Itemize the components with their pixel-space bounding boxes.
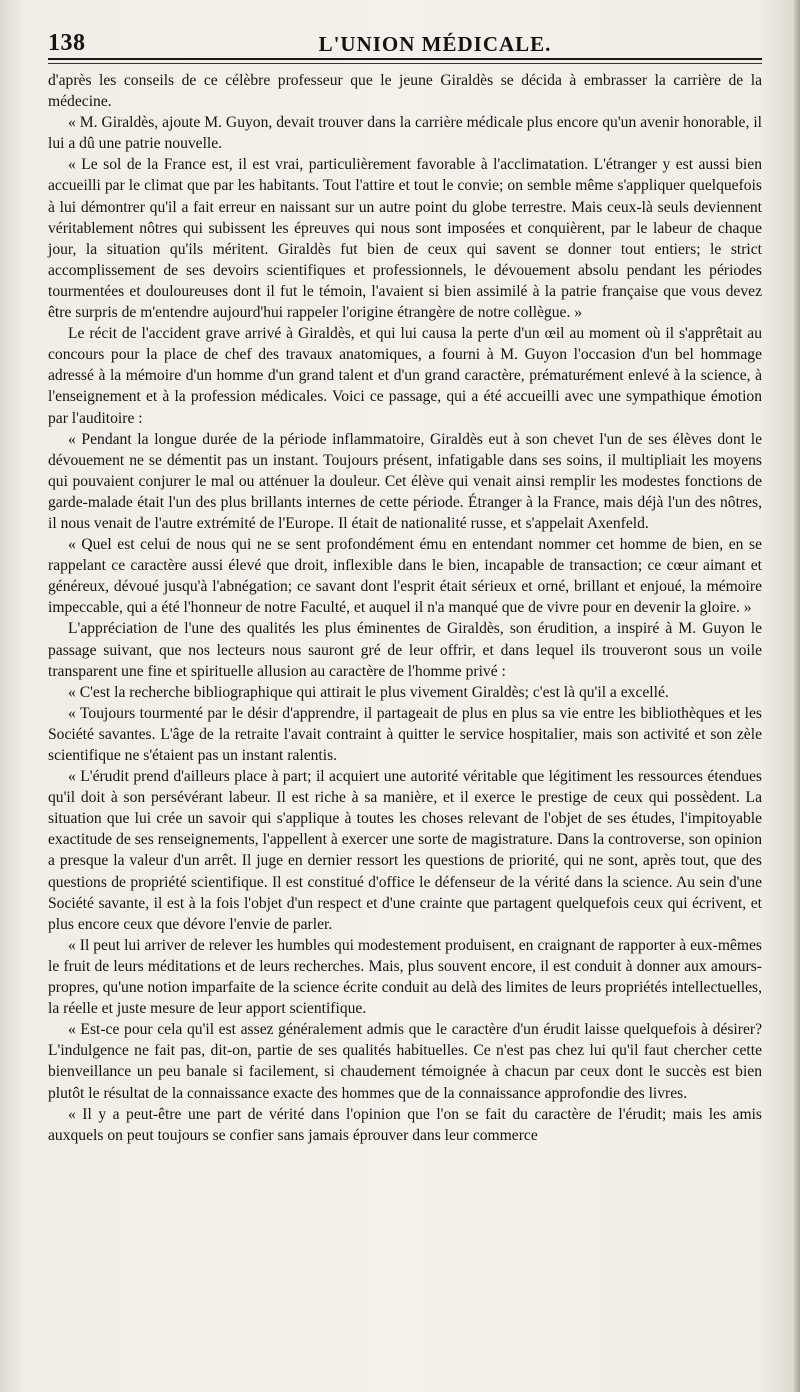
paragraph: « C'est la recherche bibliographique qui attirait le plus vivement Giraldès; c'est là qu'il a excellé. — [68, 683, 669, 701]
page-number: 138 — [48, 30, 86, 56]
paragraph: « Le sol de la France est, il est vrai, particulièrement favorable à l'acclimatation. L'étranger y est aussi bien accueilli par le climat que par les habitants. Tout l'attire et tout le convie; on semble même s'appliquer quelquefois à lui démontrer qu'il a fait erreur en naissant sur un autre point du globe terrestre. Mais ceux-là seuls deviennent véritablement nôtres qui subissent les épreuves qui nous sont imposées et conquièrent, par le labeur de chaque jour, la situation qu'ils méritent. Giraldès fut bien de ceux qui savent se donner tout entiers; le strict accomplissement de ses devoirs scientifiques et professionnels, le dévouement absolu pendant les périodes tourmentées et douloureuses dont il fut le témoin, l'avaient si bien assimilé à la patrie française que vous devez être surpris de m'entendre aujourd'hui rappeler l'origine étrangère de notre collègue. » — [48, 156, 762, 322]
paragraph: L'appréciation de l'une des qualités les plus éminentes de Giraldès, son érudition, a inspiré à M. Guyon le passage suivant, que nos lecteurs nous sauront gré de leur offrir, et dans lequel ils trouveront sous un voile transparent une fine et spirituelle allusion au caractère de l'homme privé : — [48, 620, 762, 680]
article-body — [48, 70, 762, 1146]
paragraph: d'après les conseils de ce célèbre professeur que le jeune Giraldès se décida à embrasser la carrière de la médecine. — [48, 72, 762, 111]
paragraph: « Quel est celui de nous qui ne se sent profondément ému en entendant nommer cet homme de bien, en se rappelant ce caractère aussi élevé que droit, inflexible dans le bien, incapable de transaction; ce cœur aimant et généreux, dévoué jusqu'à l'abnégation; ce savant dont l'esprit était sérieux et orné, brillant et enjoué, la mémoire impeccable, qui a été l'honneur de notre Faculté, et auquel il n'a manqué que de vivre pour en devenir la gloire. » — [48, 536, 762, 617]
paragraph: « Il y a peut-être une part de vérité dans l'opinion que l'on se fait du caractère de l'érudit; mais les amis auxquels on peut toujours se confier sans jamais éprouver dans leur commerce — [48, 1105, 762, 1144]
paragraph: « L'érudit prend d'ailleurs place à part; il acquiert une autorité véritable que légitiment les ressources étendues qu'il doit à son persévérant labeur. Il est riche à sa manière, et il exerce le prestige de ceux qui possèdent. La situation que lui crée un savoir qui s'applique à toutes les choses relevant de l'objet de ses études, l'impitoyable exactitude de ses renseignements, l'appellent à exercer une sorte de magistrature. Dans la controverse, son opinion a presque la valeur d'un arrêt. Il juge en dernier ressort les questions de priorité, qui ne sont, après tout, que des questions de propriété scientifique. Il est constitué d'office le défenseur de la vérité dans la science. Au sein d'une Société savante, il est à la fois l'objet d'un respect et d'une crainte que partagent quelquefois ceux qui écrivent, et plus encore ceux que dévore l'envie de parler. — [48, 768, 762, 933]
paragraph: « Pendant la longue durée de la période inflammatoire, Giraldès eut à son chevet l'un de ses élèves dont le dévouement ne se démentit pas un instant. Toujours présent, infatigable dans ses soins, il multipliait les moyens qui pouvaient conjurer le mal ou atténuer la douleur. Cet élève qui venait ainsi remplir les modestes fonctions de garde-malade était l'un des plus brillants internes de cette période. Étranger à la France, mais déjà l'un des nôtres, il nous venait de l'autre extrémité de l'Europe. Il était de nationalité russe, et s'appelait Axenfeld. — [48, 430, 762, 532]
paragraph: « M. Giraldès, ajoute M. Guyon, devait trouver dans la carrière médicale plus encore qu'un avenir honorable, il lui a dû une patrie nouvelle. — [48, 114, 762, 153]
paragraph: « Est-ce pour cela qu'il est assez généralement admis que le caractère d'un érudit laisse quelquefois à désirer? L'indulgence ne fait pas, dit-on, partie de ses qualités habituelles. Ce n'est pas chez lui qu'il faut chercher cette bienveillance un peu banale si facilement, si chaudement témoignée à chacun par ceux dont le succès est bien plutôt le résultat de la connaissance exacte des hommes que de la connaissance approfondie des livres. — [48, 1021, 762, 1102]
header-rule — [48, 58, 762, 60]
page-header — [48, 22, 762, 56]
header-rule-thin — [48, 63, 762, 64]
paragraph: Le récit de l'accident grave arrivé à Giraldès, et qui lui causa la perte d'un œil au moment où il s'apprêtait au concours pour la place de chef des travaux anatomiques, a fourni à M. Guyon l'occasion d'un bel hommage adressé à la mémoire d'un homme d'un grand talent et d'un grand caractère, prématurément enlevé à la science, à l'enseignement et à la profession médicales. Voici ce passage, qui a été accueilli avec une sympathique émotion par l'auditoire : — [48, 325, 762, 427]
paragraph: « Toujours tourmenté par le désir d'apprendre, il partageait de plus en plus sa vie entre les bibliothèques et les Société savantes. L'âge de la retraite l'avait contraint à quitter le service hospitalier, mais son activité et son zèle scientifique ne s'étaient pas un instant ralentis. — [48, 704, 762, 764]
page-edge — [794, 0, 800, 1392]
running-head: L'UNION MÉDICALE. — [318, 32, 552, 56]
paragraph: « Il peut lui arriver de relever les humbles qui modestement produisent, en craignant de rapporter à eux-mêmes le fruit de leurs méditations et de leurs recherches. Mais, plus souvent encore, il est conduit à donner aux amours-propres, qu'une notion imparfaite de la science écrite conduit au delà des limites de leurs propriétés intellectuelles, la réelle et juste mesure de leur apport scientifique. — [48, 936, 762, 1018]
